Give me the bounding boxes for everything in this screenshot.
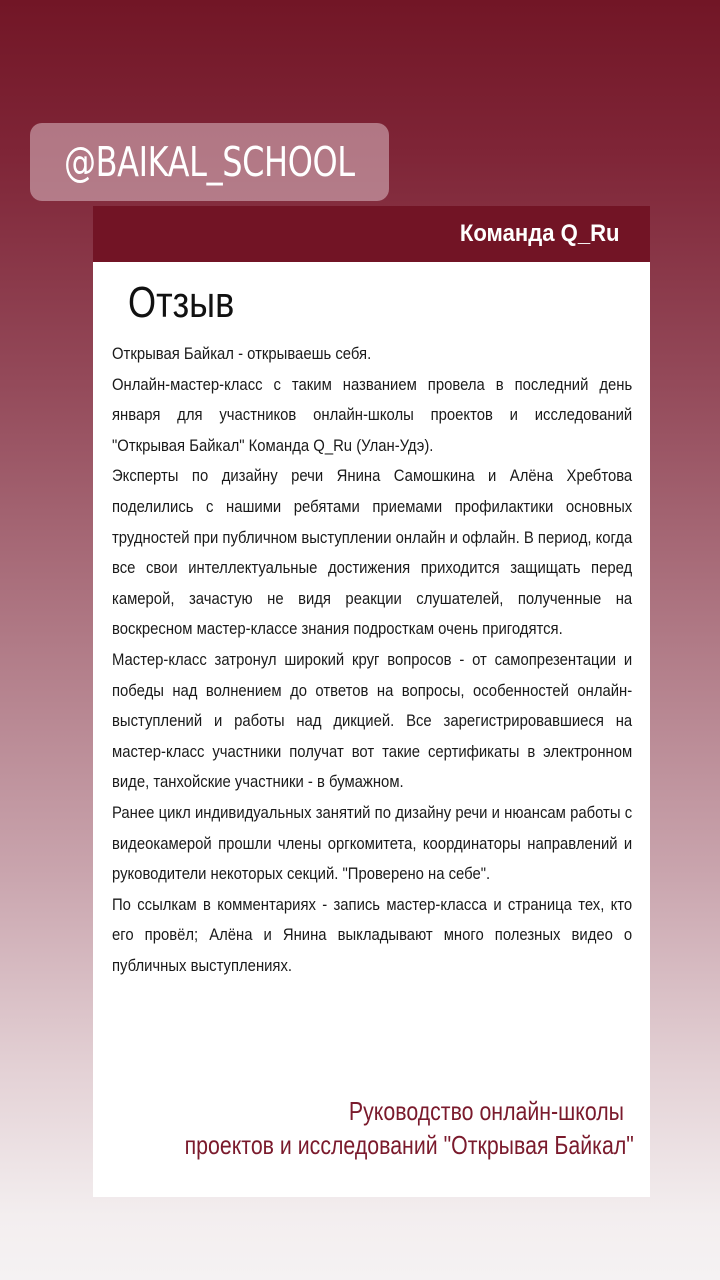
paragraph: Ранее цикл индивидуальных занятий по дизайну речи и нюансам работы с видеокамерой прошли члены оргкомитета, координаторы направлений и руководители некоторых секций. "Проверено на себе". — [112, 803, 633, 884]
paragraph: Открывая Байкал - открываешь себя. — [112, 345, 372, 363]
team-label: Команда Q_Ru — [460, 220, 620, 247]
signature-line-2: проектов и исследований "Открывая Байкал" — [184, 1130, 634, 1160]
paragraph: По ссылкам в комментариях - запись мастер-класса и страница тех, кто его провёл; Алёна и Янина выкладывают много полезных видео о публичных выступлениях. — [112, 895, 633, 975]
paragraph: Эксперты по дизайну речи Янина Самошкина и Алёна Хребтова поделились с нашими ребятами приемами профилактики основных трудностей при публичном выступлении онлайн и офлайн. В период, когда все свои интеллектуальные достижения приходится защищать перед камерой, зачастую не видя реакции слушателей, полученные на воскресном мастер-классе знания подросткам очень пригодятся. — [112, 467, 633, 639]
handle-text: @BAIKAL_SCHOOL — [64, 138, 355, 186]
review-card — [93, 206, 650, 1197]
signature — [86, 1094, 634, 1162]
signature-line-1: Руководство онлайн-школы — [349, 1096, 625, 1126]
paragraph: Онлайн-мастер-класс с таким названием провела в последний день января для участников онлайн-школы проектов и исследований "Открывая Байкал" Команда Q_Ru (Улан-Удэ). — [112, 375, 633, 455]
review-body — [112, 339, 632, 981]
handle-badge[interactable] — [30, 123, 389, 201]
paragraph: Мастер-класс затронул широкий круг вопросов - от самопрезентации и победы над волнением до ответов на вопросы, особенностей онлайн-выступлений и работы над дикцией. Все зарегистрировавшиеся на мастер-класс участники получат вот такие сертификаты в электронном виде, танхойские участники - в бумажном. — [112, 650, 633, 792]
card-header — [93, 206, 650, 262]
card-title: Отзыв — [128, 278, 235, 327]
